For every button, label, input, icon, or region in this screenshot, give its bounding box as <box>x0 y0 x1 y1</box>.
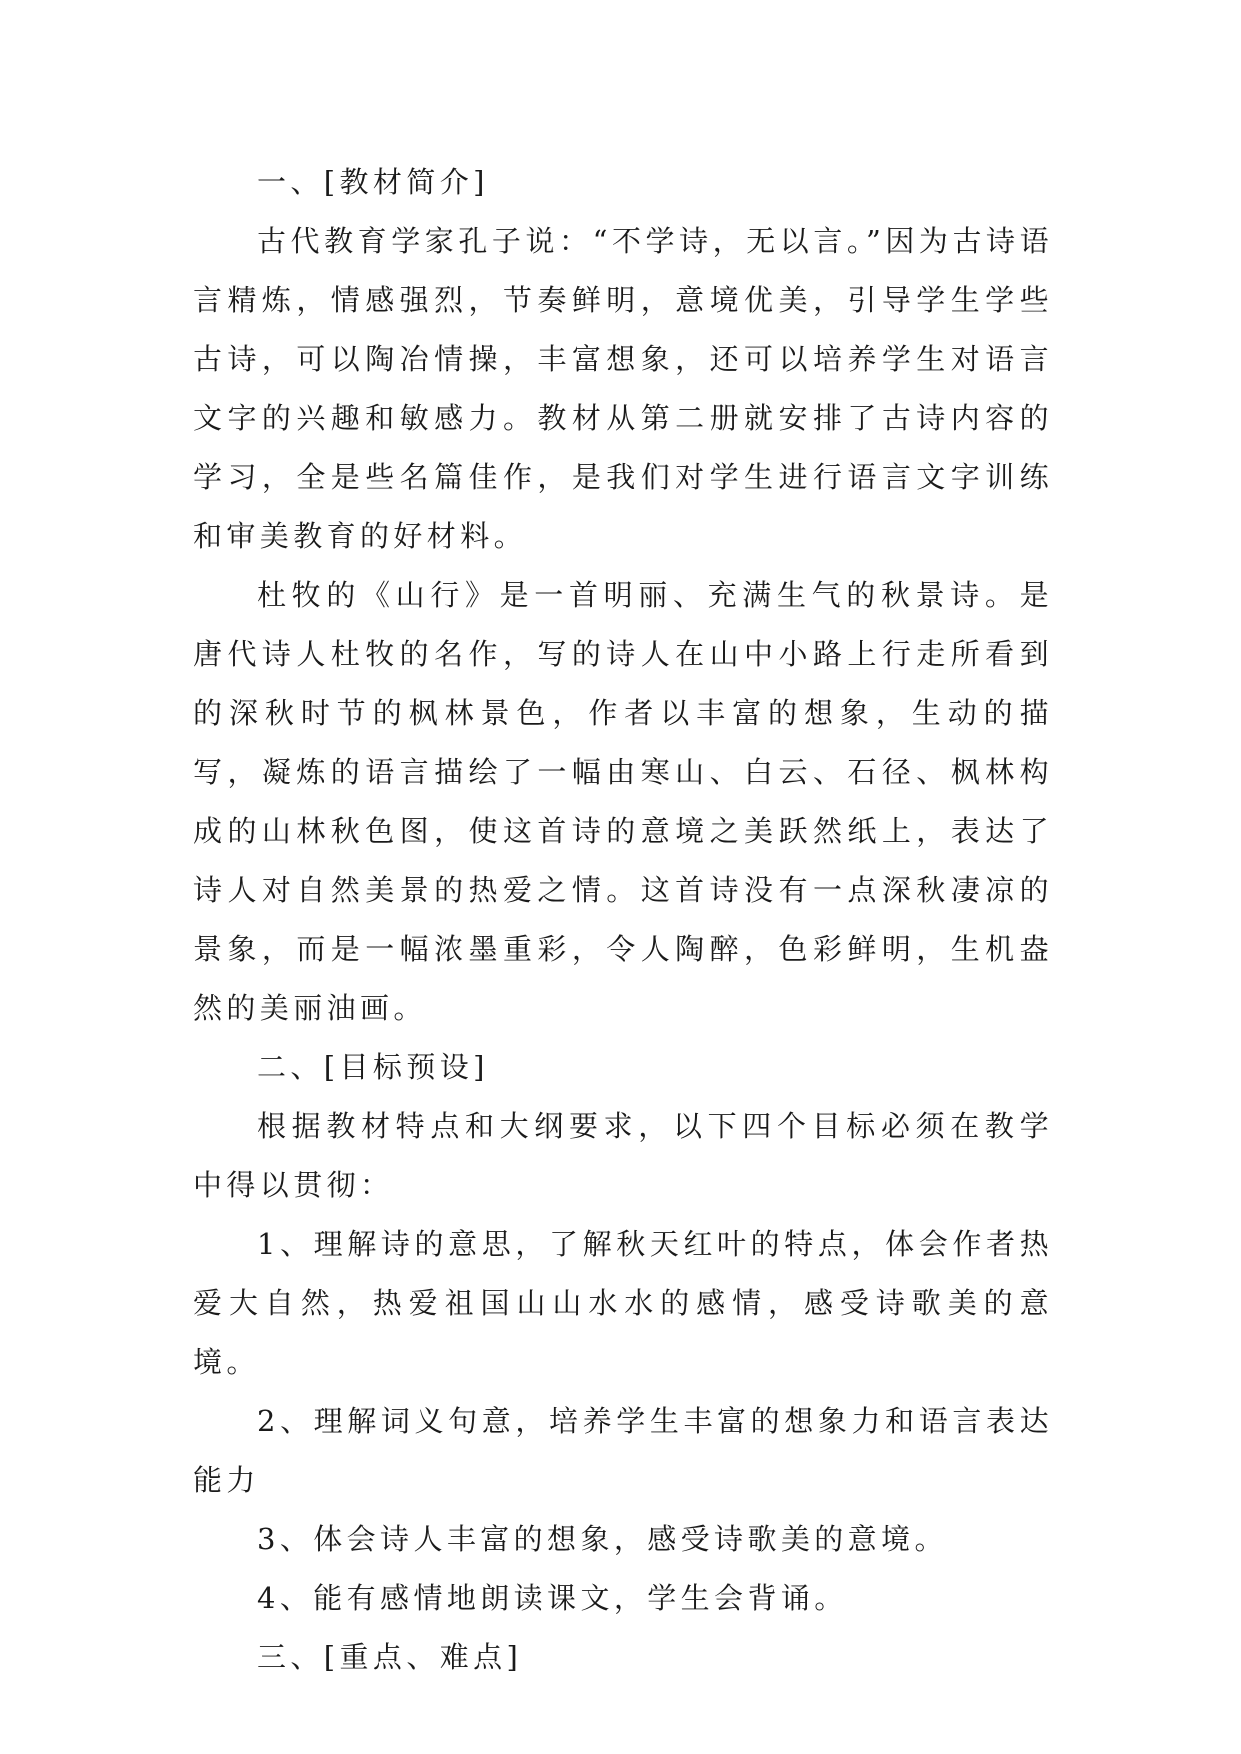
goal-item-3: 3、体会诗人丰富的想象，感受诗歌美的意境。 <box>257 1522 948 1556</box>
paragraph-goals-intro: 根据教材特点和大纲要求，以下四个目标必须在教学中得以贯彻： <box>193 1109 1053 1202</box>
goal-item-1: 1、理解诗的意思，了解秋天红叶的特点，体会作者热爱大自然，热爱祖国山山水水的感情，感受诗歌美的意境。 <box>193 1227 1053 1379</box>
paragraph-shanxing-intro: 杜牧的《山行》是一首明丽、充满生气的秋景诗。是唐代诗人杜牧的名作，写的诗人在山中小路上行走所看到的深秋时节的枫林景色，作者以丰富的想象，生动的描写，凝炼的语言描绘了一幅由寒山、白云、石径、枫林构成的山林秋色图，使这首诗的意境之美跃然纸上，表达了诗人对自然美景的热爱之情。这首诗没有一点深秋凄凉的景象，而是一幅浓墨重彩，令人陶醉，色彩鲜明，生机盎然的美丽油画。 <box>193 578 1053 1025</box>
section-heading-goals: 二、[目标预设] <box>257 1050 489 1084</box>
paragraph-confucius-quote: 古代教育学家孔子说：“不学诗，无以言。”因为古诗语言精炼，情感强烈，节奏鲜明，意境优美，引导学生学些古诗，可以陶冶情操，丰富想象，还可以培养学生对语言文字的兴趣和敏感力。教材从第二册就安排了古诗内容的学习，全是些名篇佳作，是我们对学生进行语言文字训练和审美教育的好材料。 <box>193 224 1053 553</box>
section-heading-textbook-intro: 一、[教材简介] <box>257 165 489 199</box>
section-heading-key-points: 三、[重点、难点] <box>257 1640 523 1674</box>
goal-item-2: 2、理解词义句意，培养学生丰富的想象力和语言表达能力 <box>193 1404 1053 1497</box>
document-body <box>193 153 1053 1687</box>
goal-item-4: 4、能有感情地朗读课文，学生会背诵。 <box>257 1581 848 1615</box>
